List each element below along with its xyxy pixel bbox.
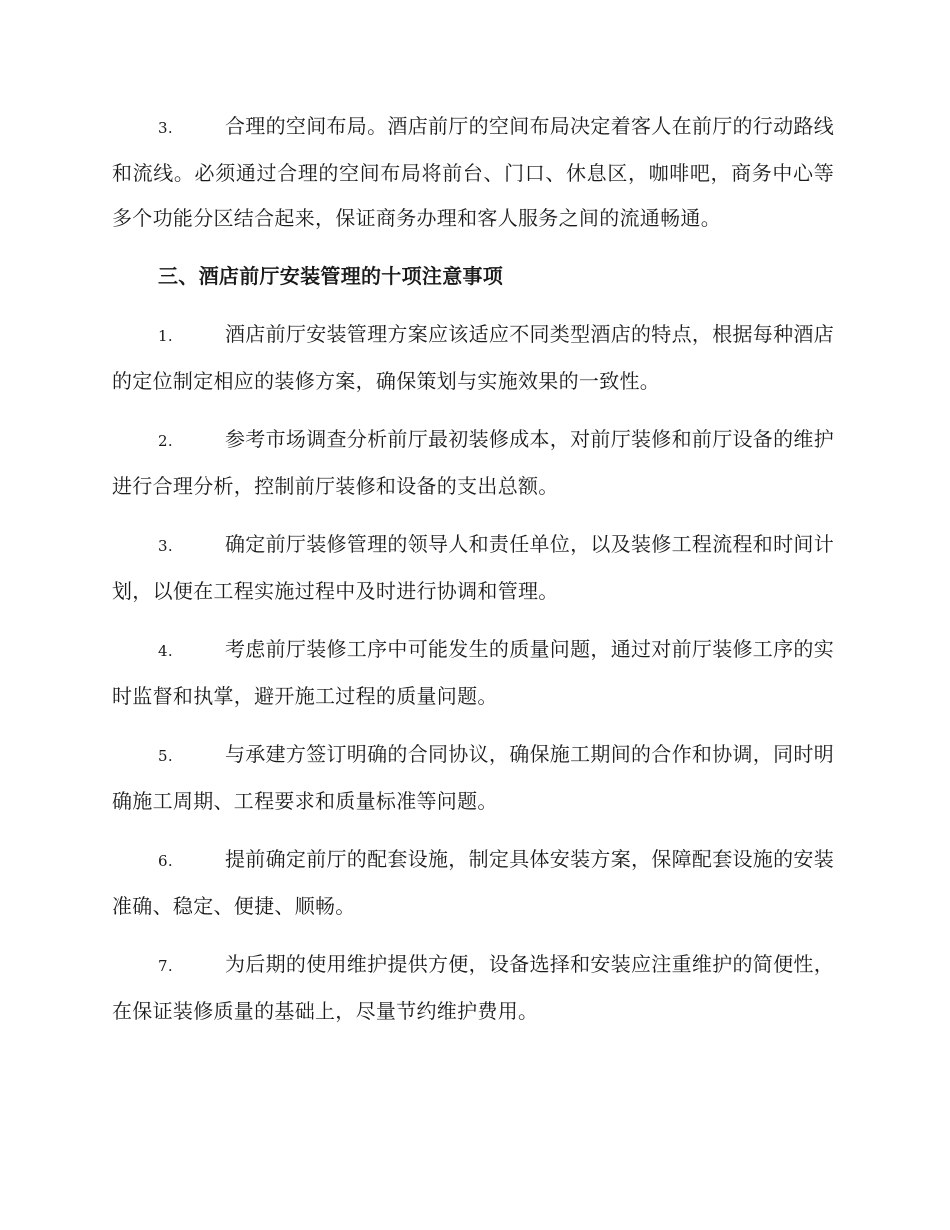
item-text: 为后期的使用维护提供方便，设备选择和安装应注重维护的简便性，在保证装修质量的基础上，尽量节约维护费用。 xyxy=(112,952,834,1023)
item-text: 合理的空间布局。酒店前厅的空间布局决定着客人在前厅的行动路线和流线。必须通过合理的空间布局将前台、门口、休息区，咖啡吧，商务中心等多个功能分区结合起来，保证商务办理和客人服务之间的流通畅通。 xyxy=(112,114,834,230)
item-text: 参考市场调查分析前厅最初装修成本，对前厅装修和前厅设备的维护进行合理分析，控制前厅装修和设备的支出总额。 xyxy=(112,427,834,498)
list-item-3 xyxy=(112,522,834,614)
list-item-intro-3 xyxy=(112,104,834,241)
list-item-1 xyxy=(112,312,834,404)
item-number: 3. xyxy=(158,537,173,555)
item-number: 3. xyxy=(158,119,173,137)
item-text: 确定前厅装修管理的领导人和责任单位，以及装修工程流程和时间计划，以便在工程实施过程中及时进行协调和管理。 xyxy=(112,532,834,603)
list-item-4 xyxy=(112,627,834,719)
item-number: 7. xyxy=(158,957,173,975)
document-body xyxy=(112,104,834,1047)
item-text: 酒店前厅安装管理方案应该适应不同类型酒店的特点，根据每种酒店的定位制定相应的装修方案，确保策划与实施效果的一致性。 xyxy=(112,322,834,393)
item-number: 6. xyxy=(158,852,173,870)
list-item-5 xyxy=(112,732,834,824)
item-number: 1. xyxy=(158,327,173,345)
list-item-7 xyxy=(112,942,834,1034)
item-text: 考虑前厅装修工序中可能发生的质量问题，通过对前厅装修工序的实时监督和执掌，避开施工过程的质量问题。 xyxy=(112,637,834,708)
list-item-2 xyxy=(112,417,834,509)
item-number: 5. xyxy=(158,747,173,765)
item-number: 2. xyxy=(158,432,173,450)
item-text: 提前确定前厅的配套设施，制定具体安装方案，保障配套设施的安装准确、稳定、便捷、顺畅。 xyxy=(112,847,834,918)
list-item-6 xyxy=(112,837,834,929)
item-text: 与承建方签订明确的合同协议，确保施工期间的合作和协调，同时明确施工周期、工程要求和质量标准等问题。 xyxy=(112,742,834,813)
item-number: 4. xyxy=(158,642,173,660)
section-heading: 三、酒店前厅安装管理的十项注意事项 xyxy=(158,264,504,288)
